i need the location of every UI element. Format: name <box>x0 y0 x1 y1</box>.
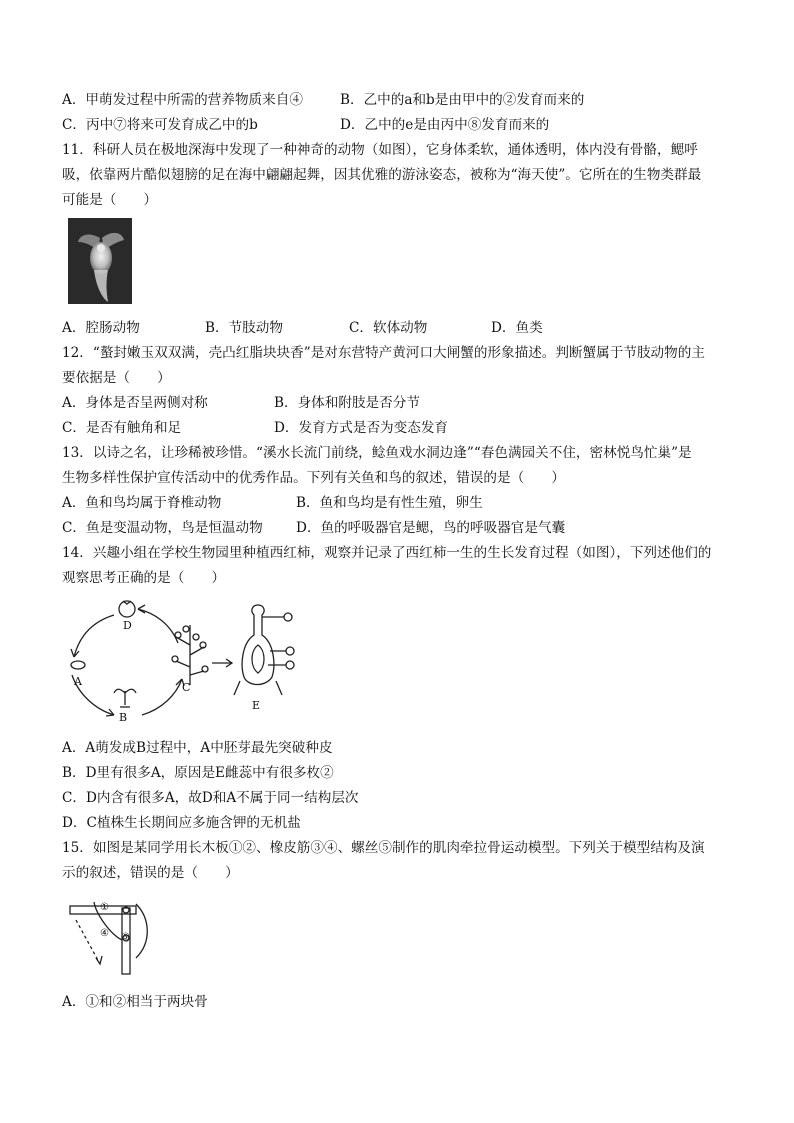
model-label-1: ① <box>100 902 109 913</box>
q12-stem-line-1: 12．“螯封嫩玉双双满，壳凸红脂块块香”是对东营特产黄河口大闸蟹的形象描述。判断蟹属于节肢动物的主 <box>62 345 705 361</box>
q12-option-b: B．身体和附肢是否分节 <box>274 395 420 411</box>
model-label-4: ④ <box>100 928 109 939</box>
lifecycle-label-b: B <box>119 711 128 724</box>
q11-option-a: A．腔肠动物 <box>62 320 140 336</box>
q11-option-d: D．鱼类 <box>491 320 543 336</box>
q14-option-b: B．D里有很多A，原因是E雌蕊中有很多枚② <box>62 765 334 781</box>
q14-option-d: D．C植株生长期间应多施含钾的无机盐 <box>62 815 301 831</box>
q13-stem-line-1: 13．以诗之名，让珍稀被珍惜。“溪水长流门前绕，鲶鱼戏水洞边逢”“春色满园关不住，密林悦鸟忙巢”是 <box>62 445 692 461</box>
q10-option-c: C．丙中⑦将来可发育成乙中的b <box>62 117 258 133</box>
q13-option-d: D．鱼的呼吸器官是鳃，鸟的呼吸器官是气囊 <box>296 520 566 536</box>
lifecycle-label-c: C <box>182 681 191 694</box>
q14-stem-line-2: 观察思考正确的是（ ） <box>62 570 226 586</box>
q11-option-b: B．节肢动物 <box>205 320 283 336</box>
q10-option-b: B．乙中的a和b是由甲中的②发育而来的 <box>340 92 585 108</box>
q15-option-a: A．①和②相当于两块骨 <box>62 994 208 1010</box>
lifecycle-label-e: E <box>252 699 261 712</box>
muscle-model-drawing <box>66 894 162 978</box>
muscle-model-figure <box>66 894 162 978</box>
lifecycle-label-a: A <box>74 675 82 688</box>
q11-stem-line-1: 11．科研人员在极地深海中发现了一种神奇的动物（如图），它身体柔软，通体透明，体内没有骨骼，鳃呼 <box>62 142 698 158</box>
q12-option-c: C．是否有触角和足 <box>62 420 182 436</box>
q10-option-d: D．乙中的e是由丙中⑧发育而来的 <box>340 117 550 133</box>
q15-stem-line-1: 15．如图是某同学用长木板①②、橡皮筋③④、螺丝⑤制作的肌肉牵拉骨运动模型。下列关于模型结构及演 <box>62 840 705 856</box>
q13-option-a: A．鱼和鸟均属于脊椎动物 <box>62 495 222 511</box>
q11-stem-line-3: 可能是（ ） <box>62 192 158 208</box>
model-label-5: ⑤ <box>121 932 130 943</box>
q11-stem-line-2: 吸，依靠两片酷似翅膀的足在海中翩翩起舞，因其优雅的游泳姿态，被称为“海天使”。它所在的生物类群最 <box>62 167 702 183</box>
q10-option-a: A．甲萌发过程中所需的营养物质来自④ <box>62 92 303 108</box>
sea-angel-photo <box>68 218 132 304</box>
q12-option-d: D．发育方式是否为变态发育 <box>274 420 449 436</box>
q15-stem-line-2: 示的叙述，错误的是（ ） <box>62 865 239 881</box>
tomato-lifecycle-figure <box>62 595 302 725</box>
q13-option-b: B．鱼和鸟均是有性生殖，卵生 <box>296 495 483 511</box>
lifecycle-label-d: D <box>123 619 132 632</box>
q14-option-c: C．D内含有很多A，故D和A不属于同一结构层次 <box>62 790 359 806</box>
q11-option-c: C．软体动物 <box>349 320 428 336</box>
lifecycle-drawing <box>62 595 302 725</box>
q14-option-a: A．A萌发成B过程中，A中胚芽最先突破种皮 <box>62 740 333 756</box>
q12-option-a: A．身体是否呈两侧对称 <box>62 395 208 411</box>
q14-stem-line-1: 14．兴趣小组在学校生物园里种植西红柿，观察并记录了西红柿一生的生长发育过程（如图），下列述他们的 <box>62 545 712 561</box>
q12-stem-line-2: 要依据是（ ） <box>62 370 171 386</box>
q13-option-c: C．鱼是变温动物，鸟是恒温动物 <box>62 520 263 536</box>
q13-stem-line-2: 生物多样性保护宣传活动中的优秀作品。下列有关鱼和鸟的叙述，错误的是（ ） <box>62 470 565 486</box>
